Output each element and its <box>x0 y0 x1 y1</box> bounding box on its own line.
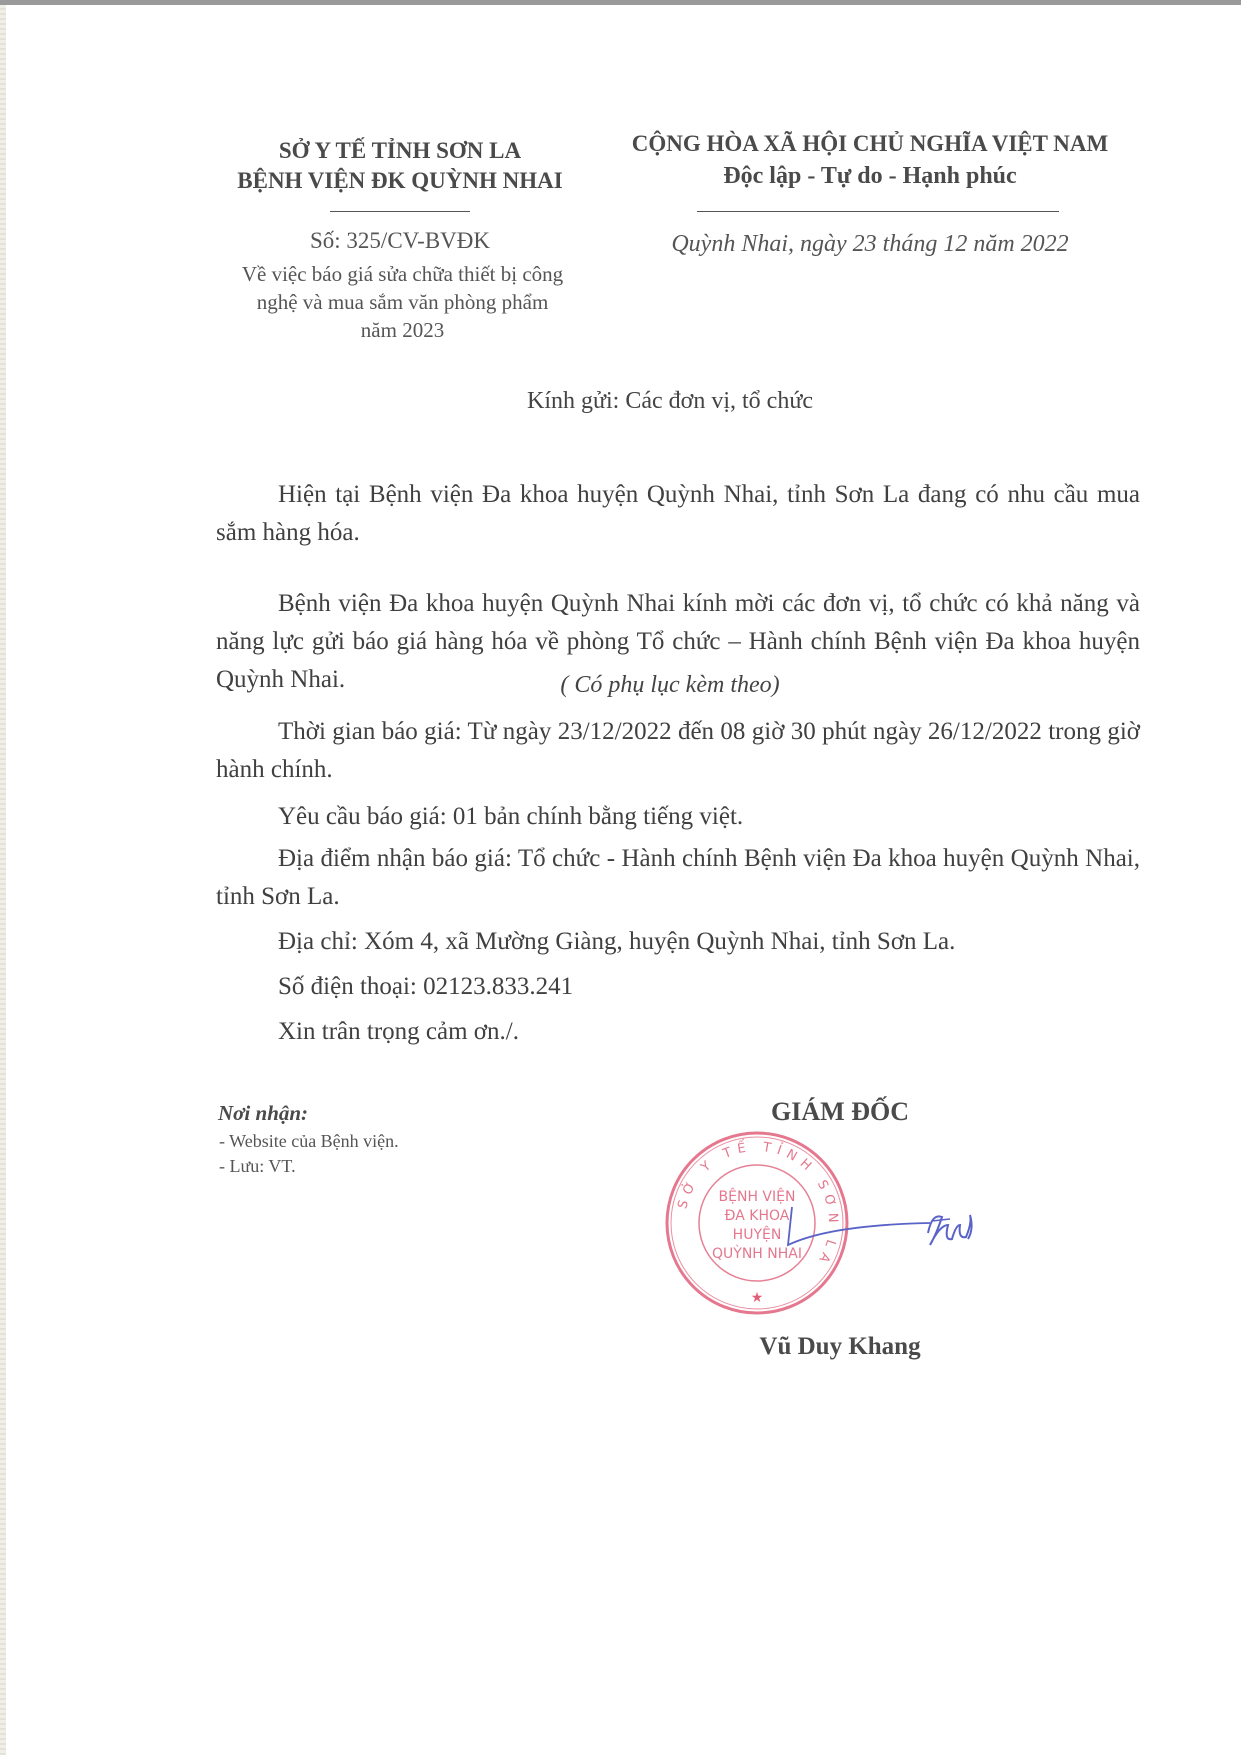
subject-line: Về việc báo giá sửa chữa thiết bị công <box>241 262 564 286</box>
paragraph-receiving-place <box>216 840 1140 916</box>
unit-name: BỆNH VIỆN ĐK QUỲNH NHAI <box>237 168 563 193</box>
signer-title: GIÁM ĐỐC <box>771 1097 909 1126</box>
paragraph-text: Hiện tại Bệnh viện Đa khoa huyện Quỳnh Nhai, tỉnh Sơn La đang có nhu cầu mua sắm hàng hóa. <box>216 481 1140 546</box>
subject-line: nghệ và mua sắm văn phòng phẩm <box>256 290 549 314</box>
paragraph-text: Yêu cầu báo giá: 01 bản chính bằng tiếng việt. <box>278 803 744 830</box>
signer-name: Vũ Duy Khang <box>759 1333 921 1360</box>
subject-line: năm 2023 <box>360 318 445 342</box>
nation-title: CỘNG HÒA XÃ HỘI CHỦ NGHĨA VIỆT NAM <box>631 131 1109 156</box>
paragraph-address <box>216 923 1140 961</box>
paragraph-need <box>216 476 1140 552</box>
paragraph-text: Địa chỉ: Xóm 4, xã Mường Giàng, huyện Quỳnh Nhai, tỉnh Sơn La. <box>278 928 956 955</box>
signature-icon <box>760 1195 1000 1285</box>
recipient-item: - Website của Bệnh viện. <box>219 1131 399 1151</box>
paragraph-phone <box>216 968 1140 1006</box>
paragraph-closing <box>216 1013 1140 1051</box>
agency-name: SỞ Y TẾ TỈNH SƠN LA <box>278 138 522 163</box>
scan-edge-left <box>0 5 6 1755</box>
paragraph-quote-requirement <box>216 798 1140 836</box>
svg-text:QUỲNH NHAI: QUỲNH NHAI <box>712 1246 802 1262</box>
place-date: Quỳnh Nhai, ngày 23 tháng 12 năm 2022 <box>671 231 1069 257</box>
scan-edge-top <box>0 0 1241 5</box>
document-number: Số: 325/CV-BVĐK <box>310 228 490 253</box>
paragraph-text: Bệnh viện Đa khoa huyện Quỳnh Nhai kính mời các đơn vị, tổ chức có khả năng và năng lực gửi báo giá hàng hóa về phòng Tổ chức – Hành chính Bệnh viện Đa khoa huyện Quỳnh Nhai. <box>216 590 1140 693</box>
header-divider-left <box>330 211 470 212</box>
svg-text:SỞ Y TẾ TỈNH SƠN LA: SỞ Y TẾ TỈNH SƠN LA <box>675 1139 841 1271</box>
paragraph-text: Số điện thoại: 02123.833.241 <box>278 973 574 1000</box>
header-divider-right <box>697 211 1059 212</box>
paragraph-text: Xin trân trọng cảm ơn./. <box>278 1018 519 1045</box>
svg-text:★: ★ <box>750 1290 764 1306</box>
salutation: Kính gửi: Các đơn vị, tổ chức <box>527 388 813 414</box>
paragraph-text: Thời gian báo giá: Từ ngày 23/12/2022 đến 08 giờ 30 phút ngày 26/12/2022 trong giờ hành chính. <box>216 718 1140 783</box>
svg-text:HUYỆN: HUYỆN <box>732 1227 782 1243</box>
recipient-item: - Lưu: VT. <box>219 1156 296 1176</box>
svg-text:BỆNH VIỆN: BỆNH VIỆN <box>718 1189 796 1205</box>
svg-text:ĐA KHOA: ĐA KHOA <box>724 1208 790 1224</box>
recipients-title: Nơi nhận: <box>218 1101 309 1125</box>
national-motto: Độc lập - Tự do - Hạnh phúc <box>723 163 1017 189</box>
paragraph-text: Địa điểm nhận báo giá: Tổ chức - Hành chính Bệnh viện Đa khoa huyện Quỳnh Nhai, tỉnh Sơn La. <box>216 845 1140 910</box>
annex-note: ( Có phụ lục kèm theo) <box>560 672 780 698</box>
document-subject <box>210 260 595 344</box>
paragraph-quote-time <box>216 713 1140 789</box>
